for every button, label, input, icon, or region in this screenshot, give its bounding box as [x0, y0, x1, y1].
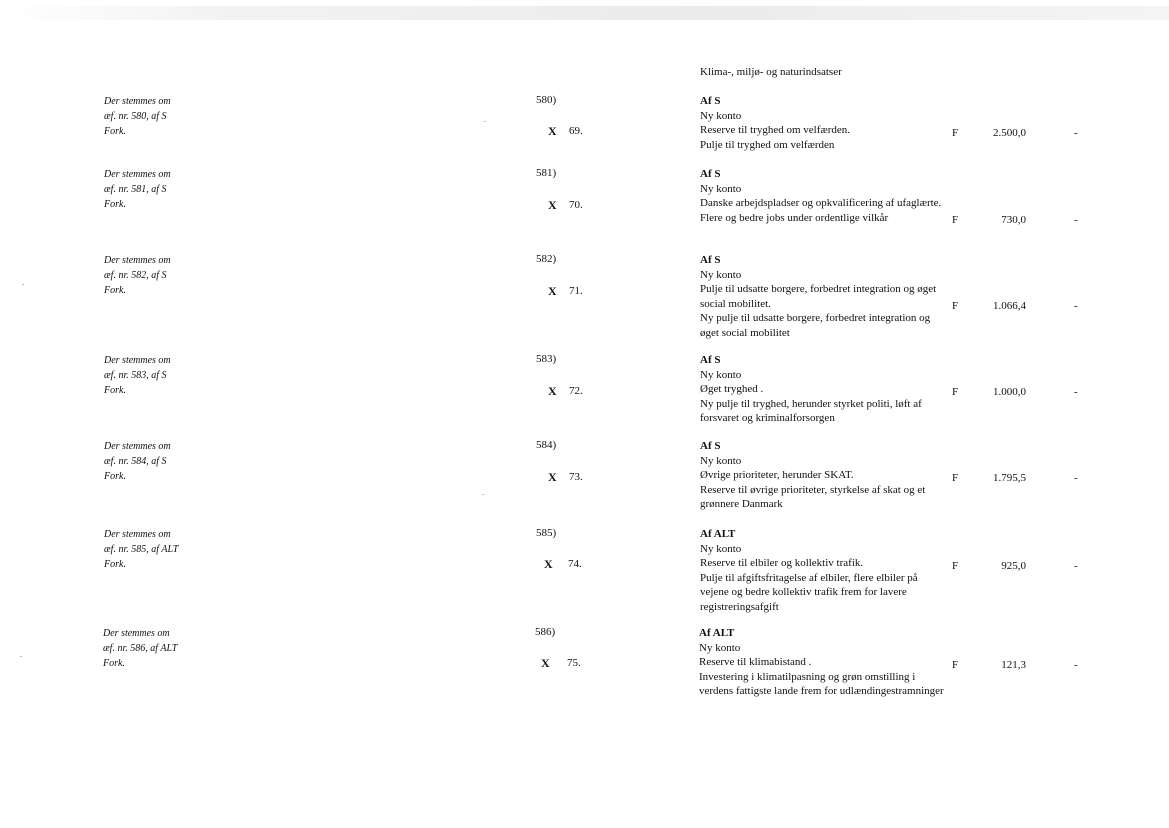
- vote-note-line: Der stemmes om: [103, 628, 170, 639]
- amendment-number: 583): [536, 353, 557, 365]
- vote-note: [104, 94, 171, 139]
- section-title: Klima-, miljø- og naturindsatser: [700, 66, 842, 78]
- amendment-number: 586): [535, 626, 556, 638]
- party-label: Af S: [700, 95, 721, 107]
- dash: -: [1074, 659, 1078, 671]
- dash: -: [1074, 214, 1078, 226]
- vote-mark: X: [548, 198, 557, 212]
- item-number: 70.: [569, 199, 583, 211]
- amendment-number: 581): [536, 167, 557, 179]
- amendment-number: 584): [536, 439, 557, 451]
- amendment-number: 580): [536, 94, 557, 106]
- amendment-description: [700, 439, 945, 512]
- vote-note-line: Fork.: [103, 658, 125, 669]
- party-label: Af S: [700, 168, 721, 180]
- amendment-title: Pulje til udsatte borgere, forbedret integration og øget social mobilitet.: [700, 283, 937, 310]
- amount: 1.066,4: [993, 300, 1026, 312]
- amendment-description: [700, 527, 945, 614]
- amendment-subtitle: Reserve til øvrige prioriteter, styrkelse af skat og et grønnere Danmark: [700, 483, 926, 510]
- amount: 2.500,0: [993, 127, 1026, 139]
- type-letter: F: [952, 127, 959, 139]
- account-label: Ny konto: [699, 641, 741, 654]
- item-number: 73.: [569, 471, 583, 483]
- scan-speck: [484, 121, 486, 122]
- vote-note-line: æf. nr. 584, af S: [104, 456, 167, 467]
- vote-note: [104, 253, 171, 298]
- party-label: Af S: [700, 354, 721, 366]
- dash: -: [1074, 386, 1078, 398]
- scan-speck: [20, 656, 22, 657]
- vote-note-line: Fork.: [104, 471, 126, 482]
- item-number: 74.: [568, 558, 582, 570]
- amendment-subtitle: Pulje til afgiftsfritagelse af elbiler, flere elbiler på vejene og bedre kollektiv trafik frem for lavere registreringsafgift: [700, 571, 918, 613]
- amendment-description: [700, 253, 945, 340]
- amendment-description: [700, 353, 945, 426]
- amendment-title: Danske arbejdspladser og opkvalificering af ufaglærte.: [700, 197, 942, 209]
- vote-note-line: Fork.: [104, 199, 126, 210]
- party-label: Af ALT: [700, 528, 736, 540]
- vote-mark: X: [548, 384, 557, 398]
- party-label: Af ALT: [699, 627, 735, 639]
- amendment-title: Øvrige prioriteter, herunder SKAT.: [700, 469, 854, 481]
- vote-mark: X: [548, 284, 557, 298]
- vote-note-line: Der stemmes om: [104, 169, 171, 180]
- vote-mark: X: [548, 124, 557, 138]
- type-letter: F: [952, 659, 959, 671]
- amendment-number: 582): [536, 253, 557, 265]
- amount: 121,3: [1001, 659, 1026, 671]
- amendment-description: [700, 167, 945, 225]
- party-label: Af S: [700, 254, 721, 266]
- dash: -: [1074, 127, 1078, 139]
- vote-note-line: Der stemmes om: [104, 441, 171, 452]
- account-label: Ny konto: [700, 542, 742, 555]
- amendment-title: Reserve til tryghed om velfærden.: [700, 124, 850, 136]
- amendment-description: [699, 626, 944, 699]
- vote-note-line: Der stemmes om: [104, 255, 171, 266]
- type-letter: F: [952, 300, 959, 312]
- item-number: 69.: [569, 125, 583, 137]
- vote-note-line: æf. nr. 581, af S: [104, 184, 167, 195]
- vote-note-line: Fork.: [104, 285, 126, 296]
- vote-note-line: æf. nr. 585, af ALT: [104, 544, 179, 555]
- vote-note: [104, 353, 171, 398]
- type-letter: F: [952, 472, 959, 484]
- amount: 1.795,5: [993, 472, 1026, 484]
- item-number: 71.: [569, 285, 583, 297]
- vote-note-line: Fork.: [104, 385, 126, 396]
- amendment-subtitle: Flere og bedre jobs under ordentlige vilkår: [700, 211, 889, 224]
- dash: -: [1074, 472, 1078, 484]
- vote-note-line: Fork.: [104, 559, 126, 570]
- amendment-subtitle: Ny pulje til udsatte borgere, forbedret integration og øget social mobilitet: [700, 312, 931, 339]
- vote-note: [103, 626, 177, 671]
- type-letter: F: [952, 386, 959, 398]
- amendment-subtitle: Pulje til tryghed om velfærden: [700, 138, 835, 151]
- item-number: 72.: [569, 385, 583, 397]
- amendment-title: Øget tryghed .: [700, 383, 764, 395]
- vote-note: [104, 439, 171, 484]
- amendment-description: [700, 94, 945, 152]
- vote-note-line: æf. nr. 583, af S: [104, 370, 167, 381]
- vote-note-line: æf. nr. 580, af S: [104, 111, 167, 122]
- vote-note-line: æf. nr. 586, af ALT: [103, 643, 178, 654]
- account-label: Ny konto: [700, 182, 742, 195]
- account-label: Ny konto: [700, 268, 742, 281]
- vote-note-line: Fork.: [104, 126, 126, 137]
- amendment-subtitle: Ny pulje til tryghed, herunder styrket politi, løft af forsvaret og kriminalforsorgen: [700, 397, 922, 424]
- vote-mark: X: [541, 656, 550, 670]
- scan-speck: [22, 284, 24, 285]
- account-label: Ny konto: [700, 368, 742, 381]
- amendment-subtitle: Investering i klimatilpasning og grøn omstilling i verdens fattigste lande frem for udlændingestramninger: [699, 670, 944, 697]
- type-letter: F: [952, 214, 959, 226]
- vote-mark: X: [548, 470, 557, 484]
- amount: 925,0: [1001, 560, 1026, 572]
- vote-note: [104, 167, 171, 212]
- amendment-number: 585): [536, 527, 557, 539]
- scan-speck: [482, 494, 484, 495]
- type-letter: F: [952, 560, 959, 572]
- vote-note: [104, 527, 178, 572]
- account-label: Ny konto: [700, 109, 742, 122]
- scan-header-artifact: [0, 6, 1169, 20]
- dash: -: [1074, 560, 1078, 572]
- amount: 730,0: [1001, 214, 1026, 226]
- item-number: 75.: [567, 657, 581, 669]
- vote-note-line: Der stemmes om: [104, 529, 171, 540]
- vote-note-line: Der stemmes om: [104, 96, 171, 107]
- dash: -: [1074, 300, 1078, 312]
- account-label: Ny konto: [700, 454, 742, 467]
- party-label: Af S: [700, 440, 721, 452]
- vote-note-line: æf. nr. 582, af S: [104, 270, 167, 281]
- amendment-title: Reserve til klimabistand .: [699, 656, 812, 668]
- vote-note-line: Der stemmes om: [104, 355, 171, 366]
- vote-mark: X: [544, 557, 553, 571]
- amendment-title: Reserve til elbiler og kollektiv trafik.: [700, 557, 864, 569]
- amount: 1.000,0: [993, 386, 1026, 398]
